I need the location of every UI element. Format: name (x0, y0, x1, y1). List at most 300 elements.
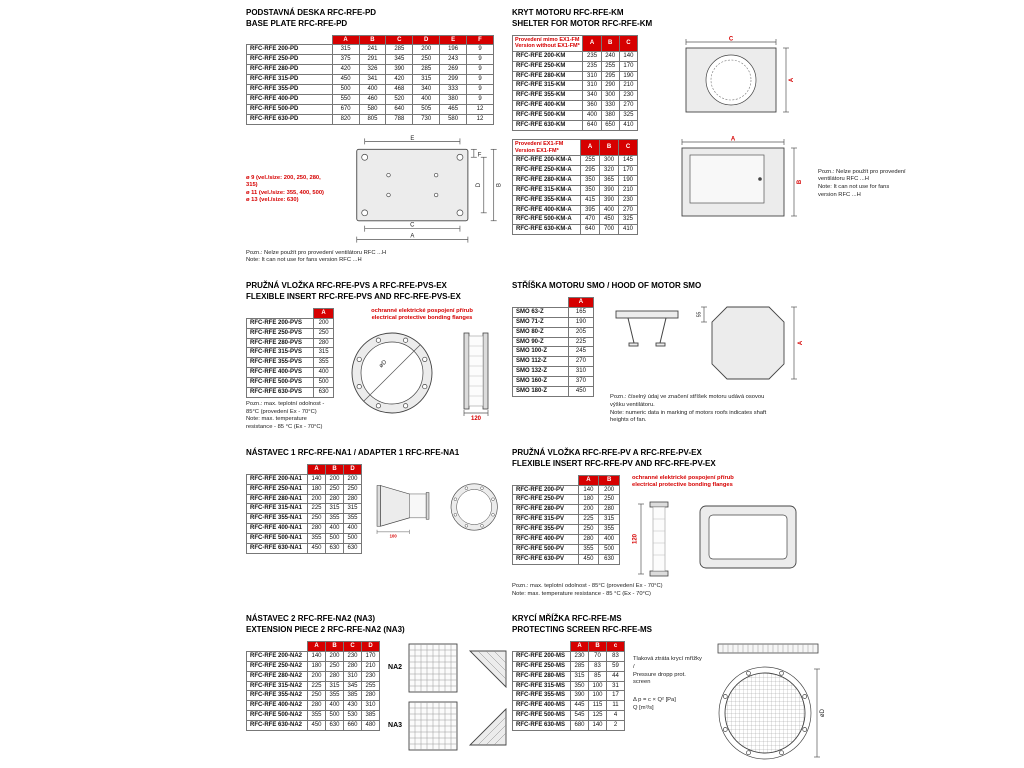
table-row (513, 515, 620, 525)
value-cell: 250 (344, 484, 362, 494)
table-row (247, 85, 494, 95)
model-name-cell: RFC-RFE 250-KM (513, 61, 583, 71)
table-corner (247, 641, 308, 651)
value-cell: 12 (467, 114, 494, 124)
duct-opening (456, 489, 491, 524)
value-cell: 250 (326, 484, 344, 494)
flange-right (483, 333, 488, 409)
table-row (247, 544, 362, 554)
table-body (513, 485, 620, 564)
km-table-ex1fm (512, 139, 638, 235)
table-row (513, 91, 638, 101)
table-row (247, 318, 334, 328)
model-name-cell: RFC-RFE 355-KM (513, 91, 583, 101)
ms-dimension-table (512, 641, 625, 731)
value-cell: 680 (571, 721, 589, 731)
model-name-cell: RFC-RFE 280-NA2 (247, 671, 308, 681)
dim-label-f: F (478, 151, 482, 158)
adapter-duct (409, 494, 426, 518)
section-title-en: FLEXIBLE INSERT RFC-RFE-PV AND RFC-RFE-PV-EX (512, 458, 716, 468)
value-cell: 4 (607, 711, 625, 721)
value-cell: 450 (308, 544, 326, 554)
column-header: C (386, 35, 413, 45)
value-cell: 170 (619, 61, 637, 71)
value-cell: 290 (601, 81, 619, 91)
hood-roof (616, 311, 678, 318)
value-cell: 170 (362, 651, 380, 661)
table-row (247, 348, 334, 358)
value-cell: 350 (581, 185, 600, 195)
value-cell: 280 (326, 494, 344, 504)
dim-label-e: E (410, 135, 415, 142)
model-name-cell: RFC-RFE 355-PVS (247, 358, 314, 368)
column-header: B (589, 641, 607, 651)
note-en: Note: max. temperature resistance - 85 °C (Ex - 70°C) (512, 590, 651, 597)
value-cell: 355 (326, 514, 344, 524)
wedge-shape (470, 651, 506, 687)
value-cell: 460 (359, 94, 386, 104)
value-cell: 400 (326, 524, 344, 534)
section-title (246, 8, 504, 30)
adapter-end-flange (426, 492, 429, 519)
value-cell: 310 (583, 71, 601, 81)
wedge-shape (470, 709, 506, 745)
value-cell: 355 (344, 514, 362, 524)
table-row (513, 651, 625, 661)
model-name-cell: RFC-RFE 200-NA2 (247, 651, 308, 661)
dim-label-diameter: øD (378, 359, 389, 370)
adapter-side-view (370, 464, 442, 552)
column-header: C (344, 641, 362, 651)
hood-foot (629, 343, 638, 346)
model-name-cell: RFC-RFE 315-MS (513, 681, 571, 691)
shelter-front-diagram (660, 35, 808, 125)
table-row (247, 494, 362, 504)
value-cell: 400 (583, 111, 601, 121)
model-name-cell: SMO 160-Z (513, 377, 569, 387)
table-row (247, 524, 362, 534)
shelter-door (690, 155, 764, 203)
value-cell: 400 (326, 701, 344, 711)
table-row (513, 387, 594, 397)
km-table-standard (512, 35, 638, 131)
table-row (513, 61, 638, 71)
value-cell: 341 (359, 75, 386, 85)
value-cell: 545 (571, 711, 589, 721)
value-cell: 200 (413, 45, 440, 55)
section-title-cs: PRUŽNÁ VLOŽKA RFC-RFE-PVS A RFC-RFE-PVS-EX (246, 281, 447, 291)
model-name-cell: RFC-RFE 400-KM-A (513, 205, 581, 215)
value-cell: 640 (386, 104, 413, 114)
value-cell: 280 (362, 691, 380, 701)
dim-label-d: D (476, 182, 483, 187)
section-adapter-na1 (246, 448, 504, 598)
value-cell: 315 (326, 504, 344, 514)
value-cell: 450 (600, 215, 619, 225)
note-cs: Pozn.: max. teplotní odolnost - 85°C (provedení Ex - 70°C) (246, 400, 325, 415)
table-header (513, 641, 625, 651)
model-name-cell: RFC-RFE 200-NA1 (247, 474, 308, 484)
value-cell: 500 (326, 534, 344, 544)
value-cell: 9 (467, 45, 494, 55)
column-header: B (326, 641, 344, 651)
hood-side-view (610, 297, 684, 357)
table-row (513, 661, 625, 671)
section-title-cs: NÁSTAVEC 1 RFC-RFE-NA1 / ADAPTER 1 RFC-RFE-NA1 (246, 448, 460, 458)
value-cell: 300 (600, 156, 619, 166)
table-row (513, 554, 620, 564)
value-cell: 125 (589, 711, 607, 721)
pvs-front-view (340, 323, 450, 421)
model-name-cell: SMO 71-Z (513, 317, 569, 327)
value-cell: 165 (568, 307, 593, 317)
table-body (513, 51, 638, 130)
value-cell: 200 (344, 474, 362, 484)
value-cell: 530 (344, 711, 362, 721)
bonding-label-cs: ochranné elektrické pospojení přírub (632, 474, 734, 481)
table-row (247, 338, 334, 348)
value-cell: 400 (359, 85, 386, 95)
insert-opening (709, 515, 787, 559)
table-row (247, 45, 494, 55)
section-protecting-screen (512, 614, 1020, 765)
header-row (247, 35, 494, 45)
fabric (653, 507, 665, 571)
value-cell: 450 (332, 75, 359, 85)
model-name-cell: RFC-RFE 500-KM-A (513, 215, 581, 225)
value-cell: 385 (344, 691, 362, 701)
value-cell: 550 (332, 94, 359, 104)
value-cell: 400 (599, 535, 620, 545)
table-header (513, 298, 594, 308)
value-cell: 380 (440, 94, 467, 104)
bonding-label-cs: ochranné elektrické pospojení přírub (371, 307, 473, 314)
value-cell: 240 (601, 51, 619, 61)
value-cell: 285 (571, 661, 589, 671)
header-row (513, 139, 638, 155)
value-cell: 500 (314, 378, 334, 388)
value-cell: 365 (600, 175, 619, 185)
catalog-page (246, 8, 1020, 765)
value-cell: 280 (344, 494, 362, 504)
pd-dimension-table (246, 35, 494, 125)
value-cell: 805 (359, 114, 386, 124)
model-name-cell: RFC-RFE 400-PD (247, 94, 333, 104)
note-cs: Pozn.: Nelze použít pro provedení ventilátoru RFC ...H (818, 168, 906, 183)
table-row (247, 721, 380, 731)
model-name-cell: RFC-RFE 630-NA2 (247, 721, 308, 731)
model-name-cell: RFC-RFE 250-PV (513, 495, 579, 505)
dim-label-a: A (798, 340, 804, 346)
value-cell: 350 (571, 681, 589, 691)
value-cell: 140 (308, 651, 326, 661)
table-corner: Provedení mimo EX1-FM Version without EX1-FM* (513, 35, 583, 51)
value-cell: 660 (344, 721, 362, 731)
table-row (247, 328, 334, 338)
table-header (247, 464, 362, 474)
table-row (513, 51, 638, 61)
value-cell: 230 (619, 91, 637, 101)
adapter-flange (377, 485, 381, 526)
value-cell: 355 (578, 544, 599, 554)
value-cell: 630 (314, 387, 334, 397)
table-row (513, 337, 594, 347)
model-name-cell: SMO 90-Z (513, 337, 569, 347)
value-cell: 310 (583, 81, 601, 91)
table-row (513, 111, 638, 121)
value-cell: 225 (578, 515, 599, 525)
value-cell: 200 (599, 485, 620, 495)
section-title-cs: NÁSTAVEC 2 RFC-RFE-NA2 (NA3) (246, 614, 376, 624)
table-corner (247, 464, 308, 474)
table-row (513, 71, 638, 81)
door-handle (758, 177, 762, 181)
value-cell: 235 (583, 51, 601, 61)
model-name-cell: RFC-RFE 200-PVS (247, 318, 314, 328)
value-cell: 250 (308, 514, 326, 524)
model-name-cell: RFC-RFE 250-MS (513, 661, 571, 671)
table-row (513, 205, 638, 215)
value-cell: 400 (344, 524, 362, 534)
table-row (513, 525, 620, 535)
header-row (247, 464, 362, 474)
value-cell: 250 (413, 55, 440, 65)
shelter-side-diagram (660, 135, 810, 229)
table-header (513, 35, 638, 51)
table-row (247, 474, 362, 484)
value-cell: 9 (467, 85, 494, 95)
value-cell: 300 (601, 91, 619, 101)
value-cell: 280 (308, 701, 326, 711)
hood-foot (656, 343, 665, 346)
value-cell: 140 (578, 485, 599, 495)
value-cell: 17 (607, 691, 625, 701)
column-header: B (326, 464, 344, 474)
value-cell: 100 (589, 681, 607, 691)
bonding-label (632, 475, 810, 490)
column-header: A (568, 298, 593, 308)
model-name-cell: RFC-RFE 355-KM-A (513, 195, 581, 205)
na2-label: NA2 (388, 664, 403, 672)
model-name-cell: RFC-RFE 280-NA1 (247, 494, 308, 504)
value-cell: 270 (619, 205, 638, 215)
value-cell: 370 (568, 377, 593, 387)
table-row (247, 114, 494, 124)
section-title-cs: PODSTAVNÁ DESKA RFC-RFE-PD (246, 8, 377, 17)
table-row (513, 485, 620, 495)
value-cell: 580 (440, 114, 467, 124)
model-name-cell: RFC-RFE 200-MS (513, 651, 571, 661)
pv-front-view (686, 498, 810, 576)
table-row (247, 711, 380, 721)
table-row (513, 307, 594, 317)
value-cell: 310 (362, 701, 380, 711)
header-row (247, 308, 334, 318)
value-cell: 345 (344, 681, 362, 691)
table-row (513, 544, 620, 554)
value-cell: 291 (359, 55, 386, 65)
model-name-cell: RFC-RFE 315-NA1 (247, 504, 308, 514)
model-name-cell: RFC-RFE 280-MS (513, 671, 571, 681)
value-cell: 200 (326, 474, 344, 484)
model-name-cell: RFC-RFE 250-NA1 (247, 484, 308, 494)
column-header: A (314, 308, 334, 318)
value-cell: 11 (607, 701, 625, 711)
table-row (247, 378, 334, 388)
value-cell: 450 (578, 554, 599, 564)
column-header: A (332, 35, 359, 45)
value-cell: 225 (308, 681, 326, 691)
value-cell: 270 (568, 357, 593, 367)
value-cell: 9 (467, 94, 494, 104)
table-row (513, 681, 625, 691)
model-name-cell: RFC-RFE 500-PVS (247, 378, 314, 388)
section-title (246, 614, 504, 636)
bonding-label-en: electrical protective bonding flanges (632, 482, 733, 489)
model-name-cell: RFC-RFE 630-NA1 (247, 544, 308, 554)
section-notes (246, 401, 332, 432)
value-cell: 210 (619, 185, 638, 195)
section-title-cs: KRYT MOTORU RFC-RFE-KM (512, 8, 624, 17)
model-name-cell: RFC-RFE 250-KM-A (513, 165, 581, 175)
table-row (247, 691, 380, 701)
table-body (247, 45, 494, 124)
value-cell: 650 (601, 121, 619, 131)
model-name-cell: RFC-RFE 250-PVS (247, 328, 314, 338)
value-cell: 225 (308, 504, 326, 514)
value-cell: 230 (344, 651, 362, 661)
table-row (513, 535, 620, 545)
value-cell: 500 (326, 711, 344, 721)
model-name-cell: SMO 100-Z (513, 347, 569, 357)
flange-top (650, 502, 668, 507)
value-cell: 230 (619, 195, 638, 205)
table-row (513, 495, 620, 505)
value-cell: 380 (601, 111, 619, 121)
value-cell: 225 (568, 337, 593, 347)
value-cell: 310 (344, 671, 362, 681)
table-row (247, 681, 380, 691)
table-body (247, 318, 334, 397)
table-row (513, 317, 594, 327)
model-name-cell: RFC-RFE 200-PV (513, 485, 579, 495)
column-header: B (599, 475, 620, 485)
screen-side-view (715, 641, 821, 657)
section-title (512, 8, 1020, 30)
value-cell: 145 (619, 156, 638, 166)
value-cell: 315 (332, 45, 359, 55)
value-cell: 280 (599, 505, 620, 515)
value-cell: 115 (589, 701, 607, 711)
value-cell: 140 (589, 721, 607, 731)
dim-label-c: C (728, 36, 734, 43)
note-en: Note: numeric data in marking of motors roofs indicates shaft heights of fan. (610, 409, 767, 424)
model-name-cell: RFC-RFE 500-MS (513, 711, 571, 721)
table-body (513, 651, 625, 730)
value-cell: 196 (440, 45, 467, 55)
model-name-cell: RFC-RFE 630-PVS (247, 387, 314, 397)
table-row (513, 165, 638, 175)
smo-dimension-table (512, 297, 594, 397)
table-row (513, 101, 638, 111)
table-row (247, 94, 494, 104)
section-title-cs: PRUŽNÁ VLOŽKA RFC-RFE-PV A RFC-RFE-PV-EX (512, 448, 702, 458)
model-name-cell: RFC-RFE 500-KM (513, 111, 583, 121)
value-cell: 390 (600, 185, 619, 195)
table-corner (247, 35, 333, 45)
table-body (247, 651, 380, 730)
dim-label-b: B (797, 179, 803, 184)
value-cell: 480 (362, 721, 380, 731)
dim-label-c: C (410, 222, 415, 229)
table-row (513, 367, 594, 377)
table-corner (513, 475, 579, 485)
value-cell: 315 (413, 75, 440, 85)
value-cell: 500 (599, 544, 620, 554)
pvs-dimension-table (246, 308, 334, 398)
model-name-cell: RFC-RFE 500-NA1 (247, 534, 308, 544)
column-header: c (607, 641, 625, 651)
table-row (513, 711, 625, 721)
fan-opening (706, 55, 756, 105)
value-cell: 630 (344, 544, 362, 554)
value-cell: 190 (619, 71, 637, 81)
value-cell: 243 (440, 55, 467, 65)
value-cell: 788 (386, 114, 413, 124)
model-name-cell: RFC-RFE 315-PVS (247, 348, 314, 358)
value-cell: 355 (599, 525, 620, 535)
value-cell: 180 (308, 661, 326, 671)
model-name-cell: RFC-RFE 280-PV (513, 505, 579, 515)
flange-bottom (650, 571, 668, 576)
section-notes (610, 394, 780, 425)
table-header (247, 308, 334, 318)
model-name-cell: RFC-RFE 400-MS (513, 701, 571, 711)
value-cell: 520 (386, 94, 413, 104)
value-cell: 333 (440, 85, 467, 95)
model-name-cell: RFC-RFE 630-PV (513, 554, 579, 564)
flow-unit: Q [m³/s] (633, 705, 654, 712)
pv-dimension-table (512, 475, 620, 565)
table-row (247, 651, 380, 661)
value-cell: 375 (332, 55, 359, 65)
value-cell: 630 (326, 544, 344, 554)
value-cell: 280 (326, 671, 344, 681)
value-cell: 730 (413, 114, 440, 124)
value-cell: 9 (467, 65, 494, 75)
table-row (247, 534, 362, 544)
model-name-cell: RFC-RFE 400-KM (513, 101, 583, 111)
dim-label-a: A (730, 136, 736, 143)
table-row (247, 671, 380, 681)
value-cell: 330 (601, 101, 619, 111)
value-cell: 250 (308, 691, 326, 701)
table-row (513, 81, 638, 91)
section-title (512, 448, 1020, 470)
value-cell: 630 (599, 554, 620, 564)
model-name-cell: RFC-RFE 355-PV (513, 525, 579, 535)
section-title-cs: STŘÍŠKA MOTORU SMO / HOOD OF MOTOR SMO (512, 281, 702, 291)
value-cell: 465 (440, 104, 467, 114)
table-corner (513, 298, 569, 308)
value-cell: 269 (440, 65, 467, 75)
model-name-cell: RFC-RFE 355-PD (247, 85, 333, 95)
value-cell: 200 (326, 651, 344, 661)
hole-size-notes (246, 175, 325, 205)
value-cell: 9 (467, 75, 494, 85)
value-cell: 580 (359, 104, 386, 114)
pressure-formula: Δ p = c × Q² [Pa] (633, 697, 676, 704)
